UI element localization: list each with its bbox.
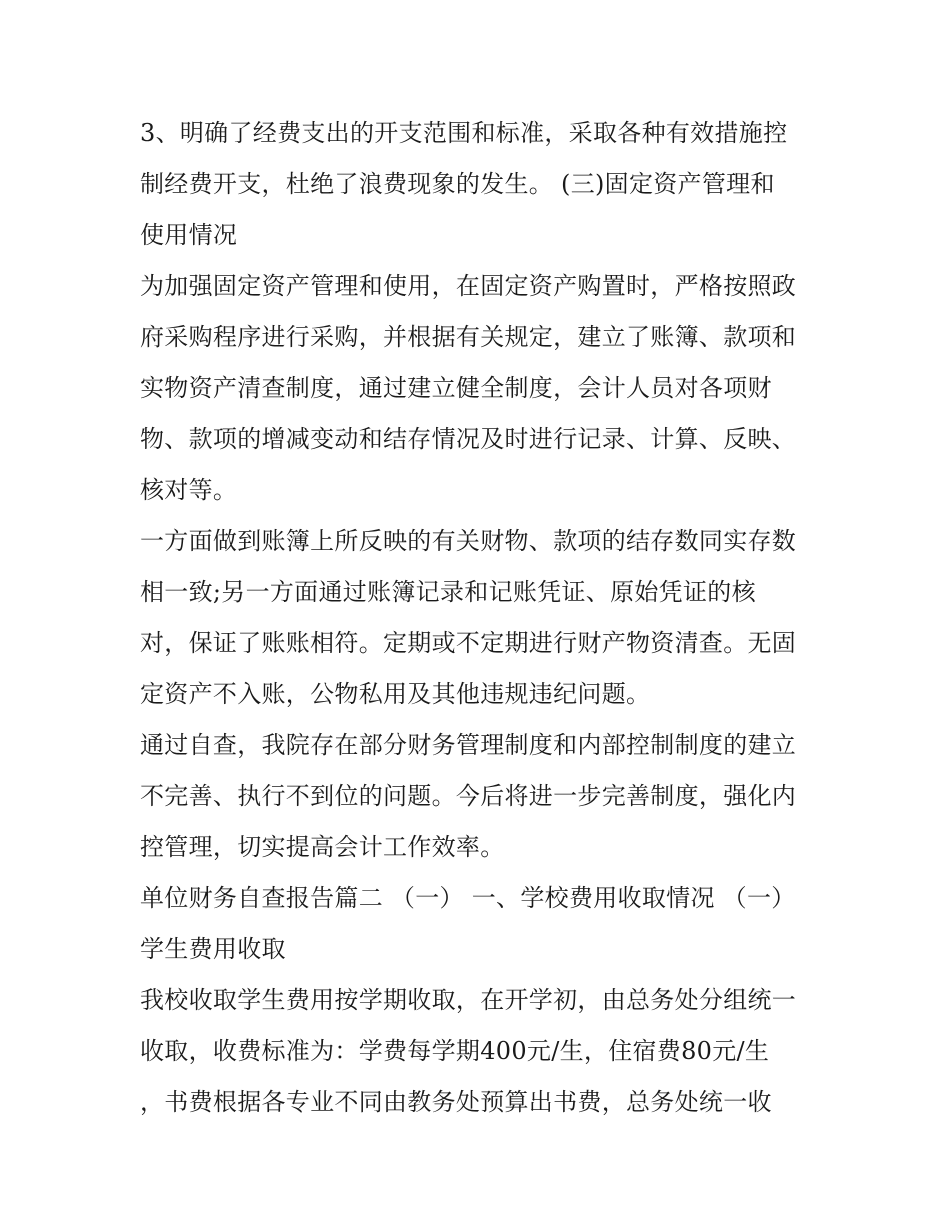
- text-line: 收取，收费标准为：学费每学期400元/生，住宿费80元/生: [140, 1037, 770, 1065]
- text-line: 制经费开支，杜绝了浪费现象的发生。 (三)固定资产管理和: [140, 170, 775, 198]
- section-heading-line: 单位财务自查报告篇二 （一） 一、学校费用收取情况 （一）: [140, 884, 796, 912]
- text-line: 对，保证了账账相符。定期或不定期进行财产物资清查。无固: [140, 629, 797, 657]
- text-line: ，书费根据各专业不同由教务处预算出书费，总务处统一收: [140, 1088, 772, 1116]
- text-line: 我校收取学生费用按学期收取，在开学初，由总务处分组统一: [140, 986, 797, 1014]
- text-line: 3、明确了经费支出的开支范围和标准，采取各种有效措施控: [140, 119, 788, 147]
- text-line: 相一致;另一方面通过账簿记录和记账凭证、原始凭证的核: [140, 578, 756, 606]
- text-line: 物、款项的增减变动和结存情况及时进行记录、计算、反映、: [140, 425, 797, 453]
- text-line: 定资产不入账，公物私用及其他违规违纪问题。: [140, 680, 651, 708]
- text-line: 不完善、执行不到位的问题。今后将进一步完善制度，强化内: [140, 782, 797, 810]
- text-line: 控管理，切实提高会计工作效率。: [140, 833, 505, 861]
- text-line: 核对等。: [140, 476, 238, 504]
- document-body: [140, 108, 830, 1128]
- text-line: 一方面做到账簿上所反映的有关财物、款项的结存数同实存数: [140, 527, 797, 555]
- text-line: 使用情况: [140, 221, 238, 249]
- text-line: 通过自查，我院存在部分财务管理制度和内部控制制度的建立: [140, 731, 797, 759]
- text-line: 府采购程序进行采购，并根据有关规定，建立了账簿、款项和: [140, 323, 797, 351]
- text-line: 实物资产清查制度，通过建立健全制度，会计人员对各项财: [140, 374, 772, 402]
- section-heading-line: 学生费用收取: [140, 935, 286, 963]
- text-line: 为加强固定资产管理和使用，在固定资产购置时，严格按照政: [140, 272, 797, 300]
